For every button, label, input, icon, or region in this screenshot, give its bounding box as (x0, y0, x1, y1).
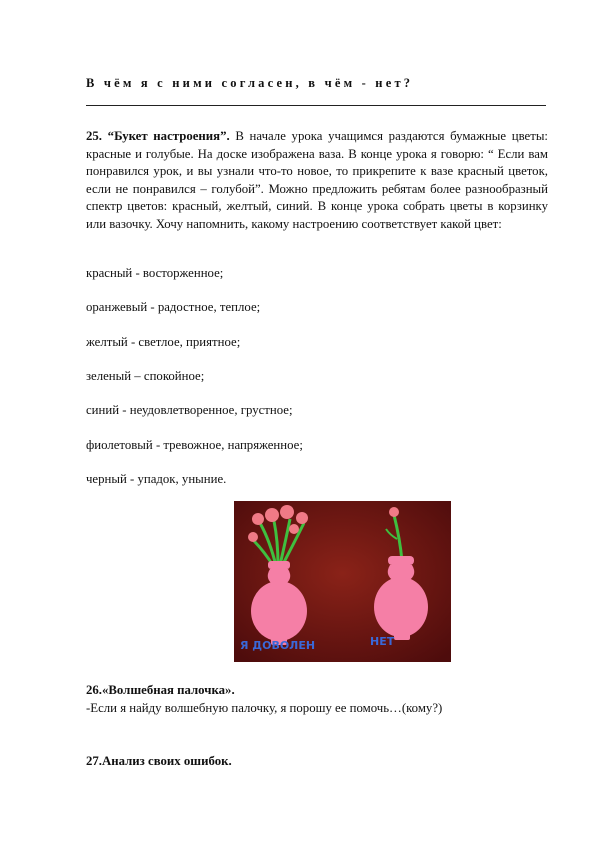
section-25-body: В начале урока учащимся раздаются бумажные цветы: красные и голубые. На доске изображена ваза. В конце урока я говорю: “ Если вам понравился урок, и вы узнали что-то новое, то прикрепите к вазе красный цветок, если не понравился – голубой”. Можно предложить ребятам более разнообразный спектр цветов: красный, желтый, синий. В конце урока собрать цветы в корзинку или вазочку. Хочу напомнить, какому настроению соответствует какой цвет: (86, 129, 548, 231)
section-26-text: -Если я найду волшебную палочку, я порошу ее помочь…(кому?) (86, 701, 443, 715)
color-mood-item: красный - восторженное; (86, 266, 224, 280)
section-25-paragraph (86, 128, 548, 234)
color-mood-item: синий - неудовлетворенное, грустное; (86, 403, 293, 417)
photo-label-right: НЕТ (370, 635, 395, 648)
color-mood-item: желтый - светлое, приятное; (86, 335, 241, 349)
photo-label-left: Я ДОВОЛЕН (240, 639, 316, 652)
section-27-title: 27.Анализ своих ошибок. (86, 754, 232, 768)
section-25-title: 25. “Букет настроения”. (86, 129, 230, 143)
page-heading: В чём я с ними согласен, в чём - нет? (86, 76, 414, 90)
heading-rule (86, 105, 546, 106)
color-mood-item: черный - упадок, уныние. (86, 472, 227, 486)
section-26-title: 26.«Волшебная палочка». (86, 683, 235, 697)
color-mood-item: оранжевый - радостное, теплое; (86, 300, 261, 314)
mood-bouquet-photo (234, 501, 451, 662)
color-mood-item: фиолетовый - тревожное, напряженное; (86, 438, 303, 452)
color-mood-item: зеленый – спокойное; (86, 369, 205, 383)
